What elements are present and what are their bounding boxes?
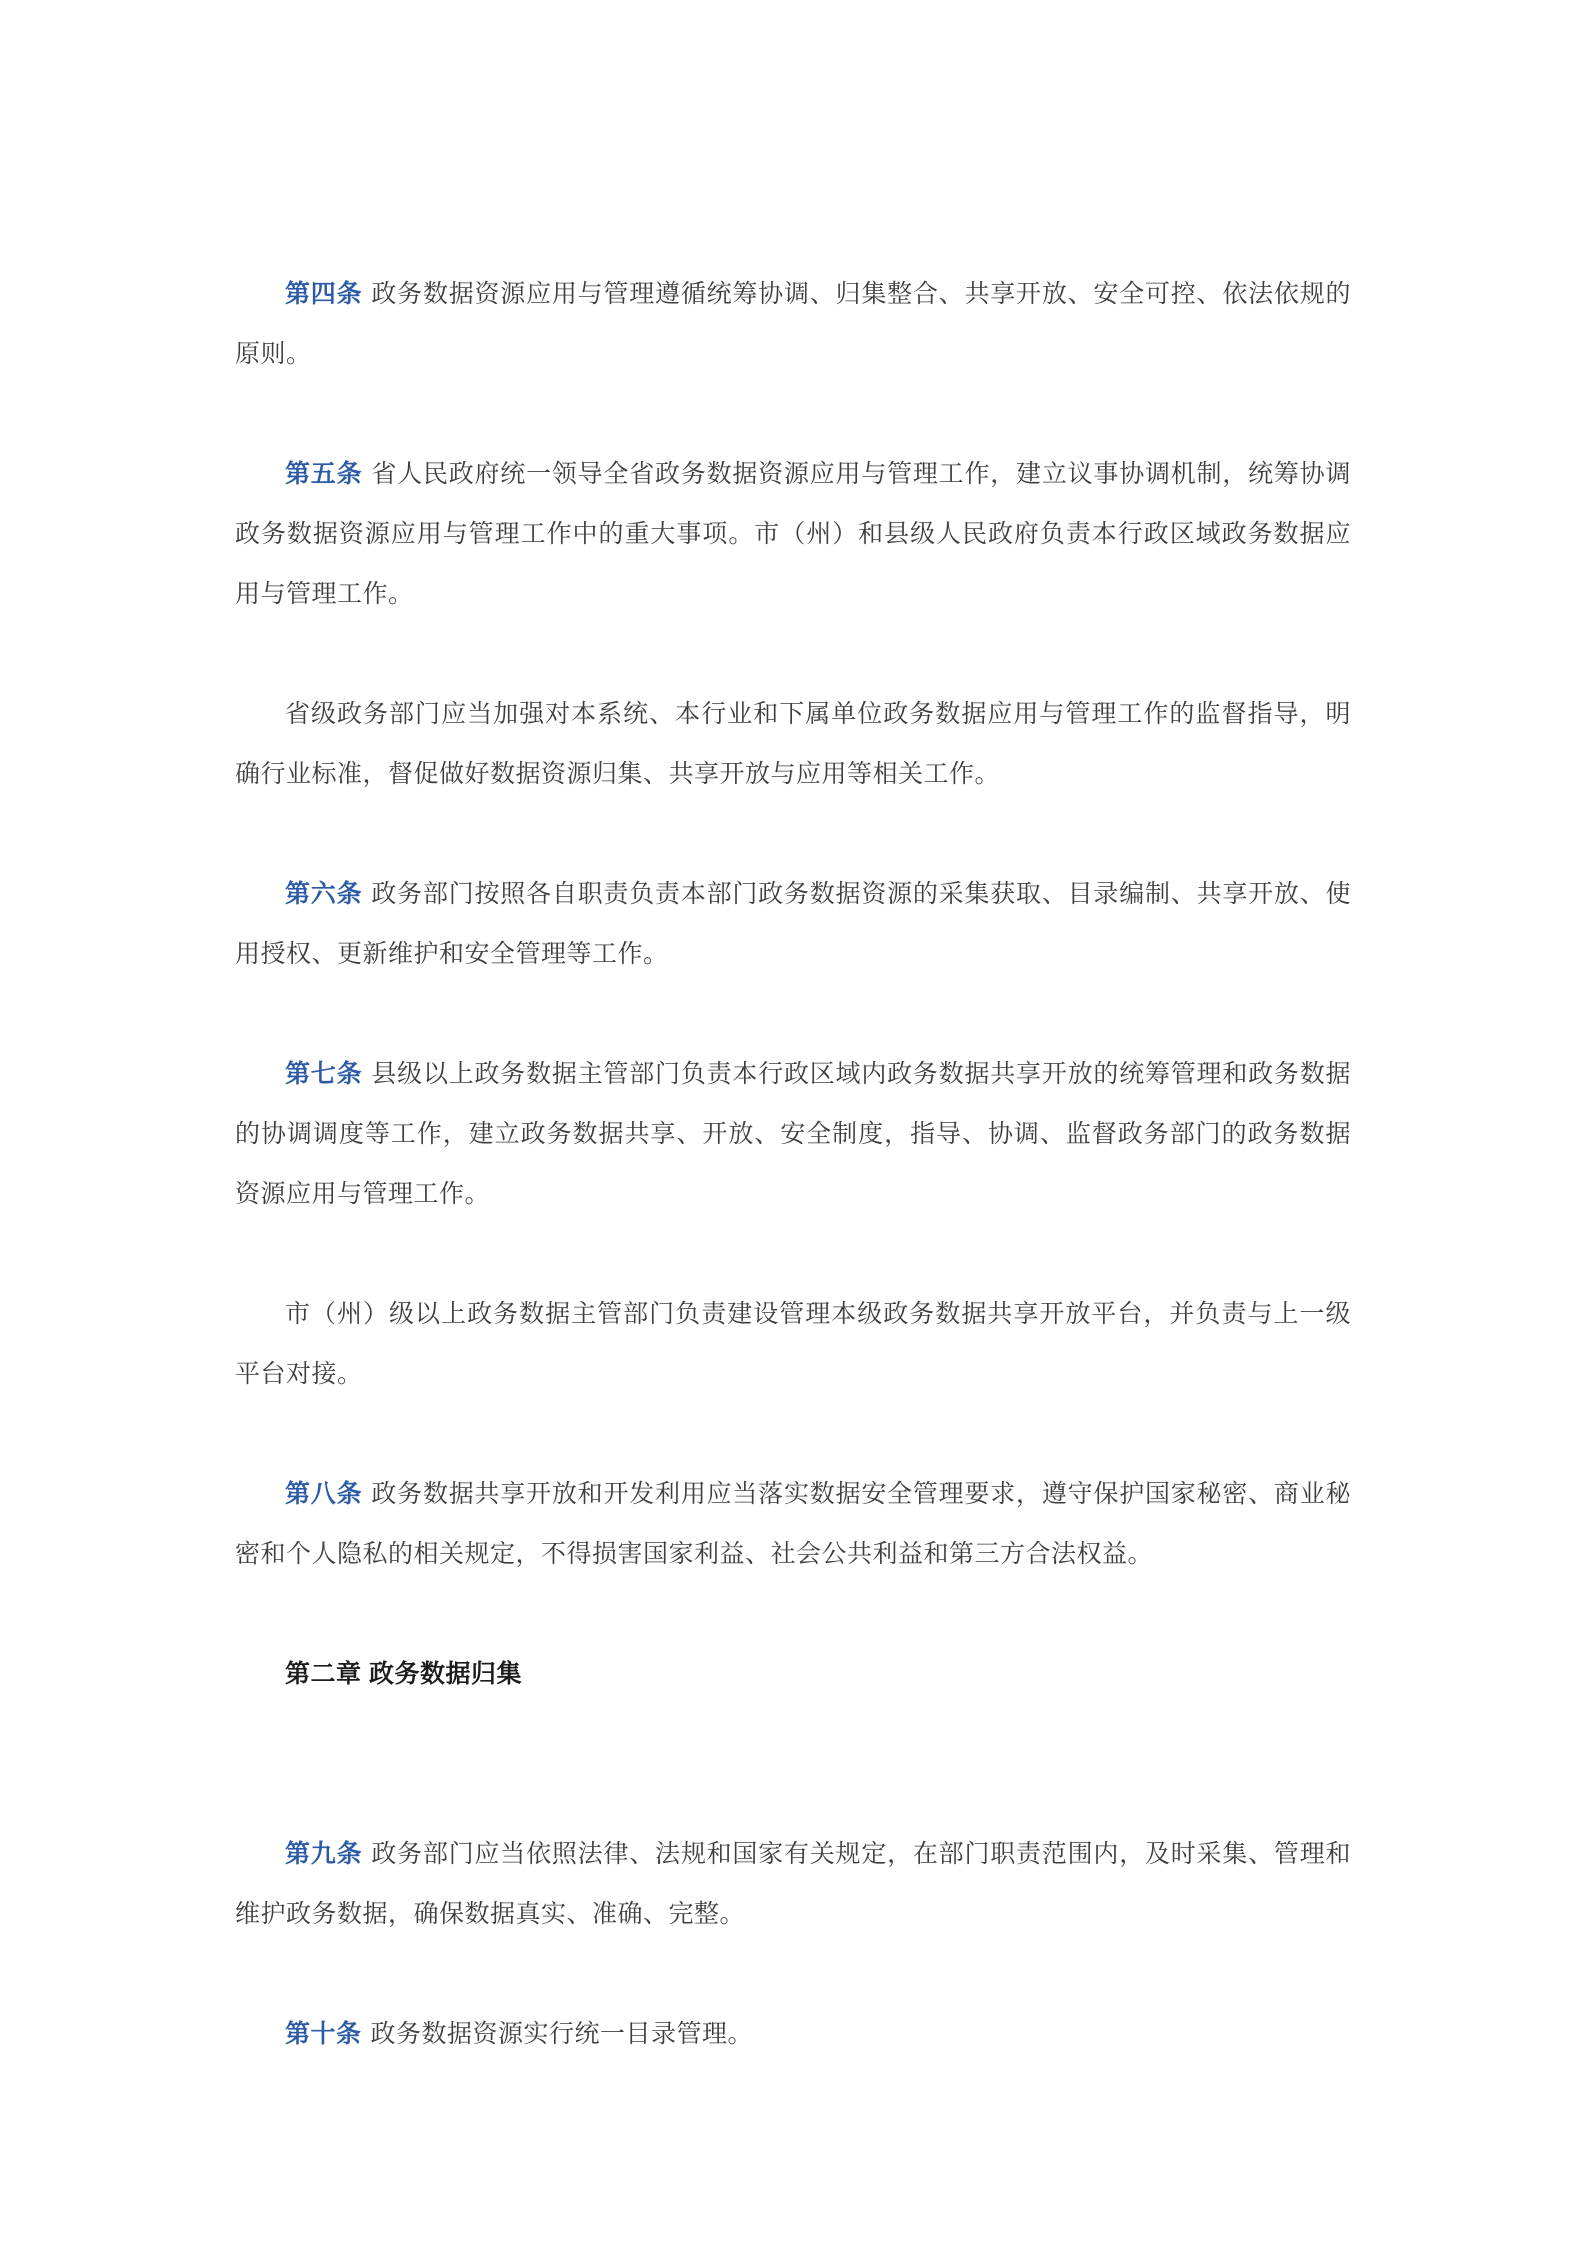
paragraph-text: 政务数据资源实行统一目录管理。 — [370, 2020, 754, 2048]
paragraph-text: 县级以上政务数据主管部门负责本行政区域内政务数据共享开放的统筹管理和政务数据的协调调度等工作，建立政务数据共享、开放、安全制度，指导、协调、监督政务部门的政务数据资源应用与管理工作。 — [235, 1060, 1351, 1208]
article-paragraph — [235, 444, 1351, 624]
paragraph-text: 政务数据共享开放和开发利用应当落实数据安全管理要求，遵守保护国家秘密、商业秘密和个人隐私的相关规定，不得损害国家利益、社会公共利益和第三方合法权益。 — [235, 1480, 1351, 1568]
paragraph-text: 省级政务部门应当加强对本系统、本行业和下属单位政务数据应用与管理工作的监督指导，明确行业标准，督促做好数据资源归集、共享开放与应用等相关工作。 — [235, 700, 1351, 788]
body-paragraph — [235, 1284, 1351, 1404]
chapter-heading-text: 第二章 政务数据归集 — [285, 1660, 522, 1688]
paragraph-text: 市（州）级以上政务数据主管部门负责建设管理本级政务数据共享开放平台，并负责与上一级平台对接。 — [235, 1300, 1351, 1388]
article-number: 第四条 — [285, 280, 363, 308]
chapter-heading — [235, 1644, 1351, 1704]
body-paragraph — [235, 684, 1351, 804]
article-number: 第五条 — [285, 460, 363, 488]
paragraph-text: 政务部门应当依照法律、法规和国家有关规定，在部门职责范围内，及时采集、管理和维护政务数据，确保数据真实、准确、完整。 — [235, 1840, 1351, 1928]
article-paragraph — [235, 1464, 1351, 1584]
article-paragraph — [235, 1044, 1351, 1224]
paragraph-text: 政务部门按照各自职责负责本部门政务数据资源的采集获取、目录编制、共享开放、使用授权、更新维护和安全管理等工作。 — [235, 880, 1351, 968]
article-paragraph — [235, 1824, 1351, 1944]
article-paragraph — [235, 264, 1351, 384]
article-paragraph — [235, 2004, 1351, 2064]
article-number: 第六条 — [285, 880, 363, 908]
article-number: 第七条 — [285, 1060, 363, 1088]
article-number: 第十条 — [285, 2020, 362, 2048]
paragraph-text: 省人民政府统一领导全省政务数据资源应用与管理工作，建立议事协调机制，统筹协调政务数据资源应用与管理工作中的重大事项。市（州）和县级人民政府负责本行政区域政务数据应用与管理工作。 — [235, 460, 1351, 608]
article-number: 第八条 — [285, 1480, 363, 1508]
article-number: 第九条 — [285, 1840, 363, 1868]
paragraph-text: 政务数据资源应用与管理遵循统筹协调、归集整合、共享开放、安全可控、依法依规的原则。 — [235, 280, 1351, 368]
article-paragraph — [235, 864, 1351, 984]
